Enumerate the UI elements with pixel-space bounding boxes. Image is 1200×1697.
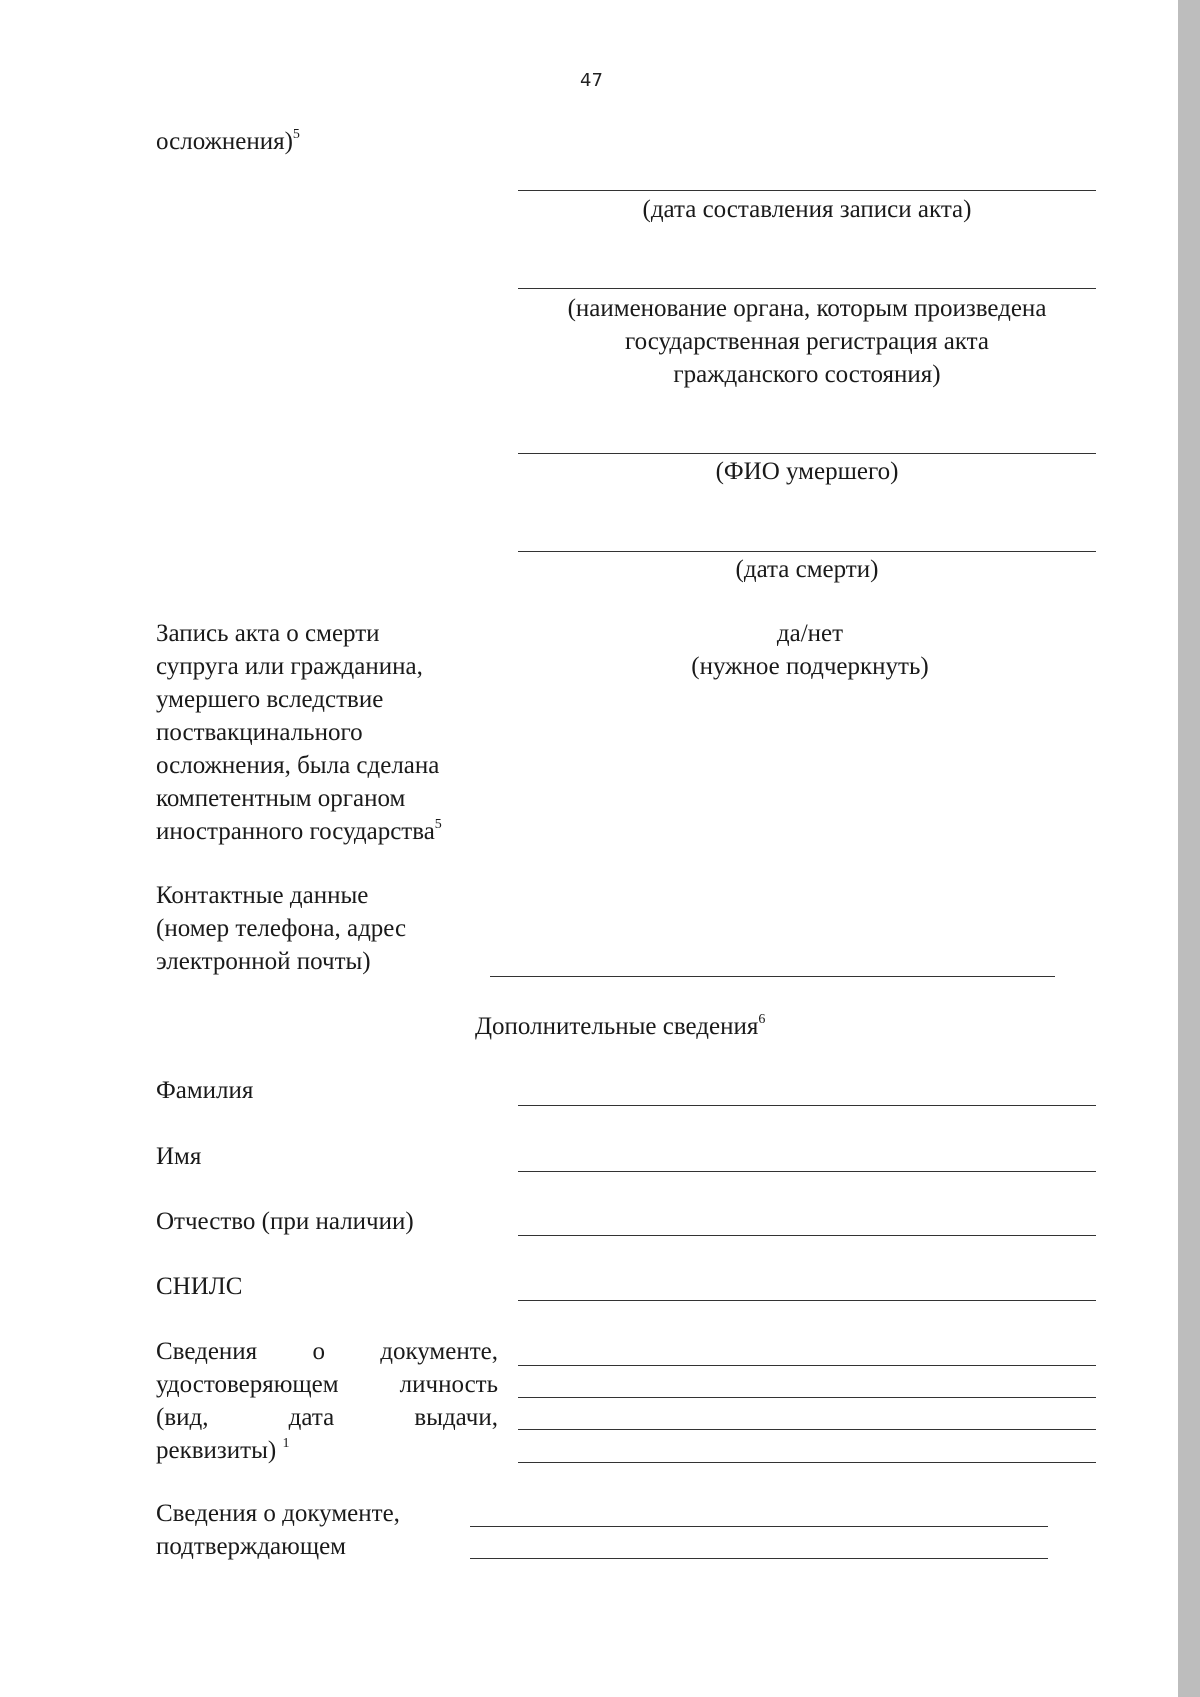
confirm-doc-line-2[interactable]	[470, 1558, 1048, 1559]
label-word: выдачи,	[414, 1404, 498, 1431]
label-line	[156, 1401, 498, 1434]
caption-line: (дата составления записи акта)	[642, 196, 972, 223]
label-line: Запись акта о смерти	[156, 620, 380, 647]
identity-doc-line-3[interactable]	[518, 1429, 1096, 1430]
footnote-ref: 1	[282, 1435, 290, 1451]
heading-text: Дополнительные сведения	[475, 1013, 759, 1040]
deceased-name-caption	[518, 455, 1096, 488]
label-line: осложнения, была сделана	[156, 752, 440, 779]
label-line	[156, 1335, 498, 1368]
record-date-line[interactable]	[518, 190, 1096, 191]
label-line: поствакцинального	[156, 719, 363, 746]
label-word: документе,	[380, 1338, 498, 1365]
identity-doc-label	[156, 1335, 498, 1467]
registry-body-line[interactable]	[518, 288, 1096, 289]
name-label: Имя	[156, 1143, 202, 1170]
label-line: Контактные данные	[156, 882, 369, 909]
label-line-text: иностранного государства	[156, 818, 435, 845]
label-word: личность	[399, 1371, 498, 1398]
yes-no-choice[interactable]	[620, 617, 1000, 683]
underline-hint: (нужное подчеркнуть)	[691, 653, 929, 680]
label-line: компетентным органом	[156, 785, 406, 812]
label-word: о	[312, 1338, 325, 1365]
page-number: 47	[580, 70, 603, 91]
caption-line: (дата смерти)	[735, 556, 879, 583]
identity-doc-line-1[interactable]	[518, 1365, 1096, 1366]
death-date-line[interactable]	[518, 551, 1096, 552]
deceased-name-line[interactable]	[518, 453, 1096, 454]
contacts-line[interactable]	[490, 976, 1055, 977]
label-line: электронной почты)	[156, 948, 371, 975]
surname-label: Фамилия	[156, 1077, 254, 1104]
label-line: подтверждающем	[156, 1533, 346, 1560]
footnote-ref: 6	[758, 1011, 766, 1027]
foreign-record-label	[156, 617, 442, 848]
caption-line: гражданского состояния)	[673, 361, 941, 388]
label-line: (номер телефона, адрес	[156, 915, 407, 942]
scan-page-edge	[1178, 0, 1200, 1697]
registry-body-caption	[518, 292, 1096, 391]
name-line[interactable]	[518, 1171, 1096, 1172]
record-date-caption	[518, 193, 1096, 226]
caption-line: (наименование органа, которым произведена	[567, 295, 1047, 322]
snils-label: СНИЛС	[156, 1273, 243, 1300]
top-fragment-text	[156, 125, 300, 158]
death-date-caption	[518, 553, 1096, 586]
label-line	[156, 1434, 498, 1467]
label-word: Сведения	[156, 1338, 258, 1365]
label-line	[156, 1368, 498, 1401]
contacts-label	[156, 879, 406, 978]
label-word: удостоверяющем	[156, 1371, 339, 1398]
patronymic-line[interactable]	[518, 1235, 1096, 1236]
label-line: Сведения о документе,	[156, 1500, 400, 1527]
confirm-doc-label	[156, 1497, 400, 1563]
footnote-ref: 5	[292, 126, 300, 142]
footnote-ref: 5	[434, 816, 442, 832]
caption-line: государственная регистрация акта	[624, 328, 990, 355]
label-word: (вид,	[156, 1404, 209, 1431]
surname-line[interactable]	[518, 1105, 1096, 1106]
identity-doc-line-4[interactable]	[518, 1462, 1096, 1463]
identity-doc-line-2[interactable]	[518, 1397, 1096, 1398]
label-word: реквизиты)	[156, 1437, 277, 1464]
yes-no-answer[interactable]: да/нет	[776, 620, 844, 647]
snils-line[interactable]	[518, 1300, 1096, 1301]
top-fragment-label: осложнения)	[156, 128, 293, 155]
label-line: супруга или гражданина,	[156, 653, 423, 680]
patronymic-label: Отчество (при наличии)	[156, 1208, 414, 1235]
label-line: умершего вследствие	[156, 686, 384, 713]
label-word: дата	[288, 1404, 335, 1431]
caption-line: (ФИО умершего)	[715, 458, 899, 485]
confirm-doc-line-1[interactable]	[470, 1526, 1048, 1527]
label-line	[156, 815, 442, 848]
additional-heading	[475, 1010, 765, 1043]
